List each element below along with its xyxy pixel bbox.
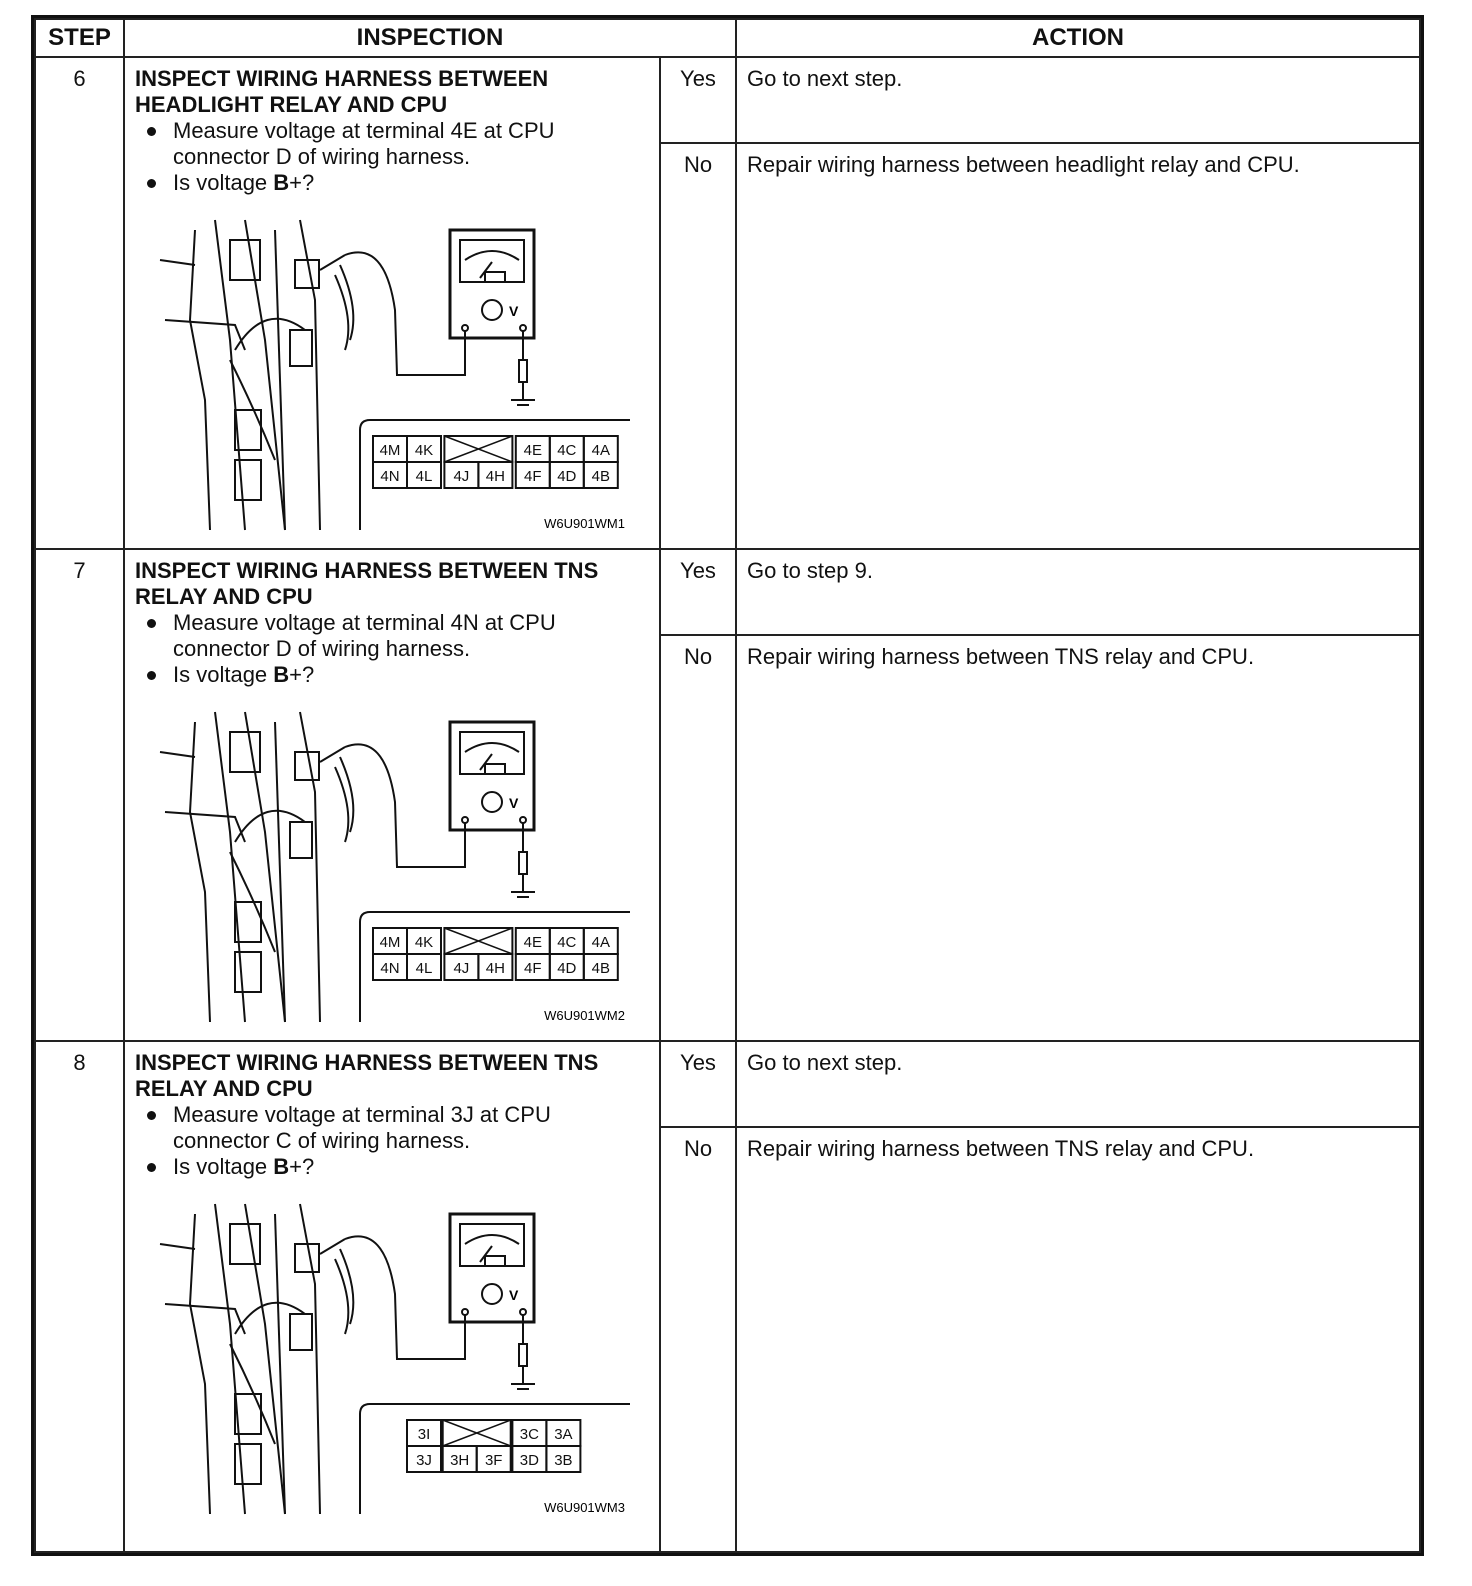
step-number: 6 [35, 57, 124, 549]
inspection-bullets [135, 118, 651, 196]
yes-label: Yes [660, 1041, 736, 1127]
voltmeter-figure [135, 692, 655, 1032]
connector-terminal-label: 4M [379, 934, 401, 951]
connector-terminal-label: 4N [380, 468, 400, 485]
inspection-title: INSPECT WIRING HARNESS BETWEEN TNS RELAY AND CPU [135, 1050, 599, 1101]
bullet-item [173, 662, 651, 688]
yes-label: Yes [660, 549, 736, 635]
connector-terminal-label: 4H [485, 468, 505, 485]
bullet-item [173, 170, 651, 196]
connector-terminal-label: 3F [484, 1452, 503, 1469]
connector-terminal-label: 3C [519, 1426, 539, 1443]
inspection-title: INSPECT WIRING HARNESS BETWEEN HEADLIGHT RELAY AND CPU [135, 66, 549, 117]
voltmeter-figure [135, 200, 655, 540]
diagnostic-table [34, 18, 1421, 1553]
bullet-bold: B [273, 662, 290, 687]
step-row-yes [35, 1041, 1420, 1127]
bullet-text: +? [289, 662, 315, 687]
inspection-bullets [135, 610, 651, 688]
yes-action: Go to next step. [736, 1041, 1420, 1127]
inspection-cell [124, 57, 660, 549]
connector-terminal-label: 4L [415, 468, 433, 485]
no-action: Repair wiring harness between TNS relay and CPU. [736, 1127, 1420, 1552]
header-step: STEP [35, 19, 124, 57]
connector-terminal-label: 4D [557, 468, 577, 485]
connector-terminal-label: 4J [453, 960, 470, 977]
figure-code: W6U901WM1 [544, 516, 625, 531]
bullet-bold: B [273, 170, 290, 195]
connector-diagram [373, 928, 618, 980]
diagnostic-table-sheet [31, 15, 1424, 1556]
yes-label: Yes [660, 57, 736, 143]
bullet-text: Is voltage [173, 662, 274, 687]
connector-blank-cross [443, 1420, 511, 1446]
connector-terminal-label: 3A [554, 1426, 573, 1443]
step-row-yes [35, 57, 1420, 143]
connector-terminal-label: 4K [414, 934, 434, 951]
connector-terminal-label: 4F [524, 960, 542, 977]
connector-terminal-label: 4A [591, 934, 610, 951]
step-row-yes [35, 549, 1420, 635]
connector-terminal-label: 3J [416, 1452, 432, 1469]
no-label: No [660, 1127, 736, 1552]
connector-terminal-label: 3H [450, 1452, 470, 1469]
connector-terminal-label: 4B [591, 468, 610, 485]
voltmeter-figure [135, 1184, 655, 1524]
bullet-item: Measure voltage at terminal 3J at CPU connector C of wiring harness. [173, 1102, 651, 1154]
connector-blank-cross [444, 928, 512, 954]
no-action: Repair wiring harness between TNS relay and CPU. [736, 635, 1420, 1041]
connector-terminal-label: 4J [453, 468, 470, 485]
no-action: Repair wiring harness between headlight relay and CPU. [736, 143, 1420, 549]
voltmeter-v-label: V [509, 1287, 519, 1303]
inspection-title: INSPECT WIRING HARNESS BETWEEN TNS RELAY AND CPU [135, 558, 599, 609]
connector-diagram [407, 1420, 580, 1472]
connector-terminal-label: 4M [379, 442, 401, 459]
figure-code: W6U901WM3 [544, 1500, 625, 1515]
bullet-item: Measure voltage at terminal 4E at CPU connector D of wiring harness. [173, 118, 651, 170]
connector-terminal-label: 4E [523, 934, 542, 951]
yes-action: Go to next step. [736, 57, 1420, 143]
step-number: 7 [35, 549, 124, 1041]
connector-terminal-label: 4A [591, 442, 610, 459]
connector-terminal-label: 4B [591, 960, 610, 977]
bullet-bold: B [273, 1154, 290, 1179]
connector-terminal-label: 4C [557, 442, 577, 459]
inspection-bullets [135, 1102, 651, 1180]
connector-terminal-label: 4K [414, 442, 434, 459]
header-action: ACTION [736, 19, 1420, 57]
connector-terminal-label: 4H [485, 960, 505, 977]
connector-diagram [373, 436, 618, 488]
inspection-cell [124, 549, 660, 1041]
connector-terminal-label: 3I [417, 1426, 431, 1443]
voltmeter-v-label: V [509, 795, 519, 811]
connector-terminal-label: 4E [523, 442, 542, 459]
no-label: No [660, 635, 736, 1041]
table-header-row [35, 19, 1420, 57]
connector-terminal-label: 4L [415, 960, 433, 977]
bullet-text: +? [289, 1154, 315, 1179]
connector-terminal-label: 3D [519, 1452, 539, 1469]
bullet-text: Is voltage [173, 1154, 274, 1179]
voltmeter-v-label: V [509, 303, 519, 319]
connector-terminal-label: 3B [554, 1452, 573, 1469]
figure-code: W6U901WM2 [544, 1008, 625, 1023]
yes-action: Go to step 9. [736, 549, 1420, 635]
no-label: No [660, 143, 736, 549]
bullet-text: Is voltage [173, 170, 274, 195]
header-inspection: INSPECTION [124, 19, 736, 57]
connector-terminal-label: 4F [524, 468, 542, 485]
bullet-item: Measure voltage at terminal 4N at CPU connector D of wiring harness. [173, 610, 651, 662]
step-number: 8 [35, 1041, 124, 1552]
connector-blank-cross [444, 436, 512, 462]
connector-terminal-label: 4N [380, 960, 400, 977]
inspection-cell [124, 1041, 660, 1552]
bullet-text: +? [289, 170, 315, 195]
connector-terminal-label: 4D [557, 960, 577, 977]
connector-terminal-label: 4C [557, 934, 577, 951]
bullet-item [173, 1154, 651, 1180]
